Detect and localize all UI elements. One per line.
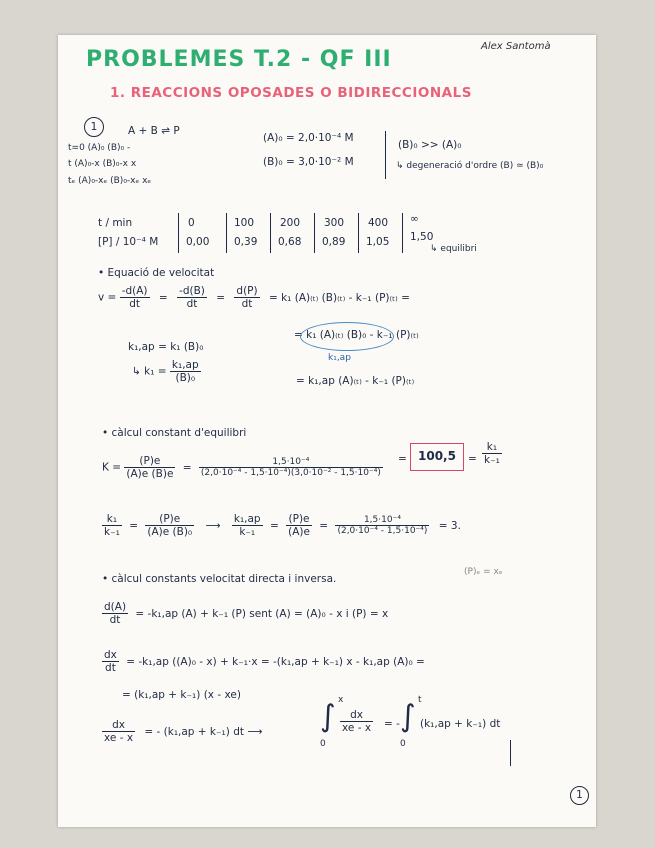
fraction-den: dt bbox=[109, 614, 121, 626]
apparent-constant-highlight bbox=[300, 322, 394, 351]
fraction bbox=[145, 513, 194, 538]
rate-equation-heading: • Equació de velocitat bbox=[98, 267, 215, 279]
table-cell: 0,00 bbox=[186, 236, 210, 248]
fraction-num: 1,5·10⁻⁴ bbox=[199, 457, 383, 468]
table-cell: 300 bbox=[324, 217, 345, 229]
rate-law-factored: = (k₁,ap + k₋₁) (x - xe) bbox=[122, 689, 241, 701]
fraction bbox=[340, 709, 373, 734]
table-cell: 1,05 bbox=[366, 236, 390, 248]
table-divider bbox=[226, 213, 227, 253]
fraction bbox=[102, 513, 122, 538]
fraction bbox=[102, 649, 119, 674]
fraction-num: (P)e bbox=[286, 513, 312, 526]
fraction-num: k₁,ap bbox=[171, 359, 199, 371]
fraction-den: k₋₁ bbox=[484, 454, 500, 466]
fraction-num: -d(B) bbox=[179, 285, 205, 297]
fraction-num: dx bbox=[340, 709, 373, 722]
table-cell: 400 bbox=[368, 217, 389, 229]
page-title: PROBLEMES T.2 - QF III bbox=[86, 47, 392, 72]
fraction bbox=[177, 285, 207, 310]
rate-law-x: = -k₁,ap ((A)₀ - x) + k₋₁·x = -(k₁,ap + k₋₁) x - k₁,ap (A)₀ = bbox=[126, 655, 425, 668]
rate-rhs-3: = k₁,ap (A)₍ₜ₎ - k₋₁ (P)₍ₜ₎ bbox=[296, 375, 415, 387]
fraction bbox=[120, 285, 150, 310]
table-divider bbox=[178, 213, 179, 253]
table-divider bbox=[402, 213, 403, 253]
rate-constants-heading: • càlcul constants velocitat directa i inversa. bbox=[102, 573, 337, 585]
fraction-num: (P)e bbox=[124, 455, 175, 468]
integral-upper-limit: x bbox=[338, 695, 344, 705]
integral-lower-limit: 0 bbox=[400, 739, 406, 749]
equals-sign: = bbox=[468, 453, 477, 465]
fraction-den: k₋₁ bbox=[239, 526, 256, 538]
implies-arrow: ⟶ bbox=[205, 519, 221, 532]
fraction-num: d(P) bbox=[236, 285, 258, 297]
equilibrium-heading: • càlcul constant d'equilibri bbox=[102, 427, 247, 439]
table-cell: 0 bbox=[188, 217, 195, 229]
fraction-den: dt bbox=[105, 662, 116, 674]
table-divider bbox=[358, 213, 359, 253]
table-row-label-time: t / min bbox=[98, 217, 133, 229]
fraction-den: (A)e bbox=[288, 526, 310, 538]
equilibrium-note: ↳ equilibri bbox=[430, 244, 477, 254]
equals-minus: = - bbox=[384, 718, 400, 730]
fraction bbox=[199, 457, 383, 478]
continuation-mark bbox=[510, 740, 511, 766]
section-heading: 1. REACCIONS OPOSADES O BIDIRECCIONALS bbox=[110, 85, 472, 101]
fraction bbox=[335, 515, 429, 536]
rate-law-a: = -k₁,ap (A) + k₋₁ (P) sent (A) = (A)₀ - x i (P) = x bbox=[135, 607, 389, 620]
table-cell: 1,50 bbox=[410, 231, 434, 243]
apparent-constant-label: k₁,ap bbox=[328, 353, 351, 363]
fraction-num: k₁ bbox=[102, 513, 122, 526]
initial-conc-b: (B)₀ = 3,0·10⁻² M bbox=[263, 156, 354, 168]
fraction-den: (A)e (B)e bbox=[126, 468, 174, 480]
page-number: 1 bbox=[570, 786, 589, 805]
fraction-den: (2,0·10⁻⁴ - 1,5·10⁻⁴) bbox=[337, 526, 428, 536]
fraction-num: k₁,ap bbox=[233, 513, 261, 525]
table-cell: 100 bbox=[234, 217, 255, 229]
fraction bbox=[170, 359, 201, 384]
table-cell: 0,89 bbox=[322, 236, 346, 248]
degeneracy-note: ↳ degeneració d'ordre (B) ≃ (B)₀ bbox=[396, 161, 544, 171]
rate-rhs-2: = k₁ (A)₍ₜ₎ (B)₀ - k₋₁ (P)₍ₜ₎ bbox=[294, 329, 419, 341]
brace-divider bbox=[385, 131, 386, 179]
k1-expression-label: ↳ k₁ = bbox=[132, 365, 167, 378]
integral-body: (k₁,ap + k₋₁) dt bbox=[420, 718, 501, 730]
fraction bbox=[232, 513, 263, 538]
table-row-label-conc: [P] / 10⁻⁴ M bbox=[98, 236, 159, 248]
concentration-condition: (B)₀ >> (A)₀ bbox=[398, 139, 462, 151]
fraction bbox=[102, 719, 135, 744]
fraction-num: 1,5·10⁻⁴ bbox=[335, 515, 429, 526]
fraction-num: dx bbox=[104, 649, 117, 661]
fraction-den: (A)e (B)₀ bbox=[147, 526, 193, 538]
table-cell: ∞ bbox=[410, 213, 419, 225]
fraction-den: xe - x bbox=[342, 722, 372, 734]
fraction-num: d(A) bbox=[104, 601, 127, 613]
fraction-den: dt bbox=[241, 298, 253, 310]
fraction-den: (B)₀ bbox=[175, 372, 196, 384]
apparent-constant-definition: k₁,ap = k₁ (B)₀ bbox=[128, 341, 204, 353]
fraction-num: k₁ bbox=[482, 441, 502, 454]
reaction-row-te: tₑ (A)₀-xₑ (B)₀-xₑ xₑ bbox=[68, 176, 152, 186]
fraction-num: -d(A) bbox=[121, 285, 148, 297]
separated-equation: = - (k₁,ap + k₋₁) dt ⟶ bbox=[144, 725, 263, 738]
table-cell: 0,39 bbox=[234, 236, 258, 248]
fraction bbox=[102, 601, 128, 626]
integral-sign: ∫ bbox=[400, 699, 416, 734]
integral-sign: ∫ bbox=[320, 699, 336, 734]
fraction-den: dt bbox=[129, 298, 141, 310]
equals-sign: = bbox=[398, 453, 407, 465]
reaction-equation: A + B ⇌ P bbox=[128, 125, 180, 137]
equilibrium-k-label: K = bbox=[102, 461, 122, 474]
fraction-num: dx bbox=[102, 719, 135, 732]
table-cell: 200 bbox=[280, 217, 301, 229]
equilibrium-side-note: (P)ₑ = xₑ bbox=[464, 567, 503, 577]
reaction-row-t0: t=0 (A)₀ (B)₀ - bbox=[68, 143, 131, 153]
fraction-den: dt bbox=[186, 298, 198, 310]
rate-rhs-1: = k₁ (A)₍ₜ₎ (B)₍ₜ₎ - k₋₁ (P)₍ₜ₎ = bbox=[268, 291, 410, 304]
notebook-page: PROBLEMES T.2 - QF III Alex Santomà 1. REACCIONS OPOSADES O BIDIRECCIONALS 1 A + B ⇌ P t=0 (A)₀ (B)₀ - t (A)₀-x (B)₀-x x tₑ (A)₀-xₑ (B)₀-xₑ xₑ (A)₀ = 2,0·10⁻⁴ M (B)₀ = 3,0·10⁻² M (B)₀ >> (A)₀ ↳ degeneració d'ordre (B) ≃ (B)₀ t / min [P] / 10⁻⁴ M 0 0,00 100 0,39 200 0,68 300 0,89 400 1,05 ∞ 1,50 ↳ equilibri • Equació de velocitat v = $\frac{-d(A)}{dt}$ = $\frac{-d(B)}{dt}$ = $\frac{d(P)}{dt}$ = k₁ (A)₍ₜ₎ (B)₍ₜ₎ - k₋₁ (P)₍ₜ₎ = = k₁ (A)₍ₜ₎ (B)₀ - k₋₁ (P)₍ₜ₎ k₁,ap k₁,ap = k₁ (B)₀ ↳ k₁ = $\frac{\text{k₁,ap}}{\text{(B)₀}}$ = k₁,ap (A)₍ₜ₎ - k₋₁ (P)₍ₜ₎ • càlcul constant d'equilibri K = $\frac{(P)e}{(A)e (B)e}$ = $\frac{\text{1,5·10⁻⁴}}{\text{(2,0·10⁻⁴ - 1,5·10⁻⁴)(3,0·10⁻² - 1,5·10⁻⁴)}}$ = 100,5 = $\frac{\text{k₁}}{\text{k₋₁}}$ $\frac{\text{k₁}}{\text{k₋₁}}$ = $\frac{(P)e}{\text{(A)e (B)₀}}$ ⟶ $\frac{\text{k₁,ap}}{\text{k₋₁}}$ = $\frac{(P)e}{(A)e}$ = $\frac{\text{1,5·10⁻⁴}}{\text{(2,0·10⁻⁴ - 1,5·10⁻⁴)}}$ = 3. • càlcul constants velocitat directa i inversa. (P)ₑ = xₑ $\frac{d(A)}{dt}$ = -k₁,ap (A) + k₋₁ (P) sent (A) = (A)₀ - x i (P) = x $\frac{dx}{dt}$ = -k₁,ap ((A)₀ - x) + k₋₁·x = -(k₁,ap + k₋₁) x - k₁,ap (A)₀ = = (k₁,ap + k₋₁) (x - xe) $\frac{dx}{xe - x}$ = - (k₁,ap + k₋₁) dt ⟶ ∫ x 0 $\frac{dx}{xe - x}$ = - ∫ t 0 (k₁,ap + k₋₁) dt 1 bbox=[58, 35, 596, 827]
integral-lower-limit: 0 bbox=[320, 739, 326, 749]
integral-upper-limit: t bbox=[418, 695, 422, 705]
fraction bbox=[234, 285, 259, 310]
fraction-den: k₋₁ bbox=[104, 526, 120, 538]
rate-symbol: v = bbox=[98, 291, 117, 304]
fraction-den: xe - x bbox=[104, 732, 134, 744]
initial-conc-a: (A)₀ = 2,0·10⁻⁴ M bbox=[263, 132, 354, 144]
fraction-den: (2,0·10⁻⁴ - 1,5·10⁻⁴)(3,0·10⁻² - 1,5·10⁻⁴) bbox=[200, 468, 381, 478]
author-name: Alex Santomà bbox=[481, 41, 551, 52]
table-divider bbox=[270, 213, 271, 253]
ratio-result: = 3. bbox=[438, 519, 461, 532]
table-divider bbox=[314, 213, 315, 253]
fraction bbox=[124, 455, 175, 480]
fraction bbox=[286, 513, 312, 538]
fraction bbox=[482, 441, 502, 466]
problem-number-circle: 1 bbox=[84, 117, 104, 137]
fraction-num: (P)e bbox=[145, 513, 194, 526]
table-cell: 0,68 bbox=[278, 236, 302, 248]
equilibrium-result: 100,5 bbox=[418, 449, 456, 463]
reaction-row-t: t (A)₀-x (B)₀-x x bbox=[68, 159, 137, 169]
